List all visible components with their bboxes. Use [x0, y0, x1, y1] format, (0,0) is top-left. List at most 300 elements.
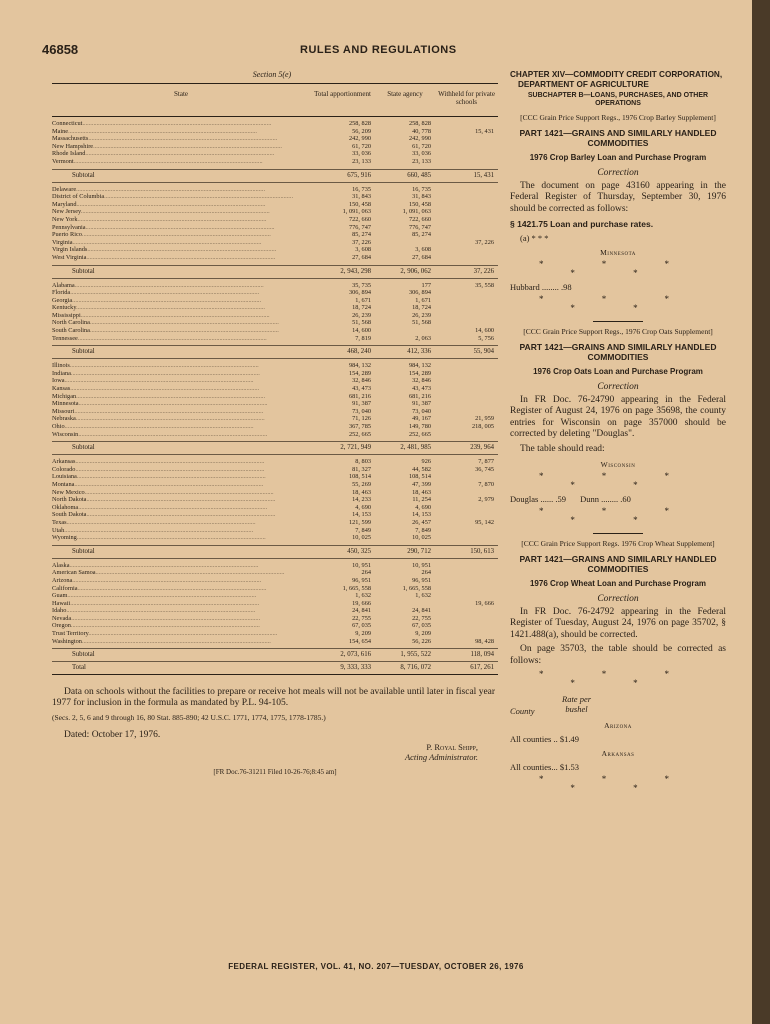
state-cell: [52, 150, 310, 158]
table-row: [52, 481, 498, 489]
page-number: 46858: [42, 42, 79, 57]
private-cell: [435, 297, 498, 305]
state-cell: [52, 377, 310, 385]
leader-dots: ........................................................................................................................: [78, 400, 268, 408]
subtotal-label: Subtotal: [72, 267, 95, 275]
leader-dots: ........................................................................................................................: [87, 246, 277, 254]
private-cell: [435, 319, 498, 327]
total-cell: 9, 209: [355, 630, 371, 638]
total-cell: 31, 843: [352, 193, 371, 201]
total-cell: 242, 990: [348, 135, 371, 143]
agency-cell: 2, 063: [415, 334, 431, 342]
private-cell: [435, 158, 498, 166]
leader-dots: ........................................................................................................................: [70, 289, 260, 297]
agency-cell: 91, 387: [412, 400, 431, 408]
agency-cell: 27, 684: [412, 253, 431, 261]
state-name: South Dakota: [52, 511, 87, 519]
agency-cell: 18, 724: [412, 304, 431, 312]
state-name: Wyoming: [52, 534, 77, 542]
state-cell: [52, 304, 310, 312]
signature-block: [52, 742, 498, 762]
total-cell: 73, 040: [352, 407, 371, 415]
total-private: 617, 261: [470, 664, 494, 672]
total-cell: 14, 233: [352, 496, 371, 504]
state-cell: [52, 393, 310, 401]
left-column: [52, 70, 498, 776]
state-name: New York: [52, 215, 78, 223]
total-cell: 18, 724: [352, 304, 371, 312]
leader-dots: ........................................................................................................................: [80, 311, 270, 319]
state-cell: [52, 408, 310, 416]
total-cell: 22, 755: [352, 614, 371, 622]
wheat-program-title: 1976 Crop Wheat Loan and Purchase Program: [529, 579, 707, 588]
private-cell: 5, 756: [478, 334, 494, 342]
leader-dots: ........................................................................................................................: [77, 215, 267, 223]
state-name: Louisiana: [52, 473, 77, 481]
total-cell: 1, 091, 063: [342, 208, 371, 216]
table-row: [52, 150, 498, 158]
table-row: [52, 254, 498, 262]
state-cell: [52, 297, 310, 305]
state-name: Mississippi: [52, 311, 81, 319]
agency-cell: 26, 457: [412, 518, 431, 526]
table-row: [52, 135, 498, 143]
table-row: [52, 319, 498, 327]
leader-dots: ........................................................................................................................: [70, 369, 260, 377]
private-cell: [435, 511, 498, 519]
state-name: Illinois: [52, 362, 70, 370]
subtotal-agency: 290, 712: [407, 547, 431, 555]
state-name: Maryland: [52, 200, 77, 208]
private-cell: 218, 005: [471, 423, 494, 430]
table-row: [52, 408, 498, 416]
table-row: [52, 458, 498, 466]
wheat-correction: Correction: [597, 593, 639, 604]
state-cell: [52, 158, 310, 166]
leader-dots: ........................................................................................................................: [70, 622, 260, 630]
barley-county: Hubbard: [510, 282, 540, 292]
table-row: [52, 216, 498, 224]
state-cell: [52, 534, 310, 542]
state-name: West Virginia: [52, 253, 87, 261]
signer-name: P. Royal Shipp,: [426, 742, 478, 753]
table-total-row: [52, 662, 498, 675]
state-cell: [52, 254, 310, 262]
table-row: [52, 527, 498, 535]
barley-correction: Correction: [597, 167, 639, 178]
barley-subsection: (a) * * *: [520, 233, 549, 243]
subtotal-label: Subtotal: [72, 348, 95, 356]
table-row: [52, 312, 498, 320]
agency-cell: 26, 239: [412, 311, 431, 319]
state-cell: [52, 208, 310, 216]
subchapter-heading: SUBCHAPTER B—LOANS, PURCHASES, AND OTHER OPERATIONS: [527, 92, 709, 107]
oats-county-1: Douglas: [510, 494, 539, 504]
leader-dots: ........................................................................................................................: [70, 385, 260, 393]
private-cell: 19, 666: [475, 599, 494, 607]
wheat-rate-header: [562, 694, 591, 714]
leader-dots: ........................................................................................................................: [72, 296, 262, 304]
private-cell: [435, 562, 498, 570]
private-cell: [435, 577, 498, 585]
state-name: Hawaii: [52, 599, 71, 607]
state-cell: [52, 216, 310, 224]
private-cell: [435, 622, 498, 630]
private-cell: [435, 143, 498, 151]
subtotal-private: 150, 613: [470, 547, 494, 555]
table-row: [52, 362, 498, 370]
private-cell: [435, 385, 498, 393]
state-cell: [52, 577, 310, 585]
table-row: [52, 592, 498, 600]
state-name: New Hampshire: [52, 142, 94, 150]
oats-correction: Correction: [597, 381, 639, 392]
oats-entry: Douglas ...... .59 Dunn ........ .60: [510, 494, 631, 504]
barley-section-title: Loan and purchase rates.: [550, 219, 654, 229]
table-row: [52, 231, 498, 239]
signer-title: Acting Administrator.: [404, 752, 478, 763]
state-cell: [52, 607, 310, 615]
total-cell: 23, 133: [352, 157, 371, 165]
total-cell: 27, 684: [352, 253, 371, 261]
total-cell: 154, 289: [348, 369, 371, 377]
table-row: [52, 423, 498, 431]
private-cell: [435, 473, 498, 481]
table-group: [52, 186, 498, 279]
barley-text: The document on page 43160 appearing in the Federal Register of Thursday, September 30, 1976 should be corrected as follows:: [510, 180, 726, 214]
state-name: Delaware: [52, 185, 77, 193]
table-row: [52, 246, 498, 254]
wheat-state-1: Arizona: [604, 721, 632, 730]
subtotal-total: 2, 943, 298: [340, 267, 371, 275]
state-cell: [52, 423, 310, 431]
table-row: [52, 473, 498, 481]
state-name: Tennessee: [52, 334, 78, 342]
state-name: Georgia: [52, 296, 73, 304]
agency-cell: 61, 720: [412, 142, 431, 150]
private-cell: [435, 592, 498, 600]
state-cell: [52, 615, 310, 623]
table-row: [52, 120, 498, 128]
state-cell: [52, 585, 310, 593]
table-row: [52, 297, 498, 305]
state-name: Iowa: [52, 377, 65, 385]
private-cell: 7, 870: [478, 480, 494, 488]
leader-dots: ........................................................................................................................: [76, 392, 266, 400]
total-cell: 43, 473: [352, 385, 371, 393]
table-row: [52, 519, 498, 527]
leader-dots: ........................................................................................................................: [89, 319, 279, 327]
total-cell: 7, 849: [355, 526, 371, 534]
table-row: [52, 186, 498, 194]
state-name: Oregon: [52, 622, 71, 630]
state-name: Idaho: [52, 607, 67, 615]
leader-dots: ........................................................................................................................: [93, 142, 282, 150]
table-row: [52, 562, 498, 570]
total-cell: 10, 025: [352, 534, 371, 542]
subtotal-agency: 660, 485: [407, 171, 431, 179]
leader-dots: ........................................................................................................................: [69, 561, 259, 569]
total-cell: 150, 458: [348, 200, 371, 208]
table-row: [52, 201, 498, 209]
state-cell: [52, 335, 310, 343]
state-cell: [52, 289, 310, 297]
private-cell: 7, 877: [478, 458, 494, 466]
state-cell: [52, 143, 310, 151]
total-cell: 81, 327: [352, 465, 371, 473]
state-cell: [52, 120, 310, 128]
leader-dots: ........................................................................................................................: [75, 415, 265, 423]
barley-program-title: 1976 Crop Barley Loan and Purchase Program: [529, 153, 707, 162]
state-cell: [52, 600, 310, 608]
table-group: [52, 362, 498, 455]
private-cell: 14, 600: [475, 327, 494, 335]
agency-cell: 1, 091, 063: [402, 208, 431, 216]
state-name: Guam: [52, 592, 68, 600]
barley-section: [510, 219, 726, 229]
agency-cell: 258, 828: [408, 120, 431, 127]
agency-cell: [375, 239, 435, 247]
table-group: [52, 282, 498, 360]
agency-cell: 51, 568: [412, 319, 431, 327]
state-name: California: [52, 584, 78, 592]
divider-rule: [593, 321, 643, 322]
leader-dots: ........................................................................................................................: [67, 592, 257, 600]
table-row: [52, 385, 498, 393]
barley-stars-2: * * * * *: [539, 294, 697, 313]
private-cell: [435, 362, 498, 370]
state-name: Maine: [52, 127, 69, 135]
private-cell: [435, 534, 498, 542]
total-cell: 37, 226: [352, 238, 371, 246]
page-footer: FEDERAL REGISTER, VOL. 41, NO. 207—TUESDAY, OCTOBER 26, 1976: [228, 962, 524, 971]
agency-cell: 85, 274: [412, 231, 431, 239]
state-name: Indiana: [52, 369, 71, 377]
subtotal-agency: 412, 336: [407, 348, 431, 356]
subtotal-total: 2, 073, 616: [340, 651, 371, 659]
table-row: [52, 224, 498, 232]
leader-dots: ........................................................................................................................: [66, 518, 256, 526]
subtotal-private: 15, 431: [473, 171, 494, 179]
leader-dots: ........................................................................................................................: [75, 465, 265, 473]
total-cell: 306, 894: [348, 289, 371, 297]
table-row: [52, 282, 498, 290]
total-cell: 681, 216: [348, 392, 371, 400]
private-cell: 37, 226: [475, 238, 494, 246]
total-cell: 56, 209: [352, 127, 371, 135]
agency-cell: 32, 846: [412, 377, 431, 385]
state-cell: [52, 362, 310, 370]
leader-dots: ........................................................................................................................: [80, 208, 270, 216]
state-cell: [52, 415, 310, 423]
subtotal-label: Subtotal: [72, 171, 95, 179]
private-cell: [435, 135, 498, 143]
table-row: [52, 158, 498, 166]
leader-dots: ........................................................................................................................: [81, 231, 271, 239]
state-cell: [52, 128, 310, 136]
private-cell: [435, 120, 498, 128]
oats-part-heading: PART 1421—GRAINS AND SIMILARLY HANDLED COMMODITIES: [519, 342, 717, 362]
agency-cell: 23, 133: [412, 157, 431, 165]
subtotal-private: 55, 904: [473, 348, 494, 356]
private-cell: [435, 150, 498, 158]
state-cell: [52, 466, 310, 474]
state-cell: [52, 319, 310, 327]
leader-dots: ........................................................................................................................: [88, 630, 278, 638]
barley-stars-1: * * * * *: [539, 259, 697, 278]
wheat-state-2: Arkansas: [601, 749, 635, 758]
agency-cell: 24, 841: [412, 607, 431, 615]
state-name: Florida: [52, 289, 71, 297]
state-cell: [52, 473, 310, 481]
total-cell: 121, 599: [348, 518, 371, 526]
leader-dots: ........................................................................................................................: [77, 584, 267, 592]
state-name: South Carolina: [52, 327, 90, 335]
oats-county-2: Dunn: [580, 494, 599, 504]
leader-dots: ........................................................................................................................: [76, 185, 266, 193]
agency-cell: 96, 951: [412, 576, 431, 584]
subtotal-total: 2, 721, 949: [340, 444, 371, 452]
oats-rate-1: .59: [555, 494, 566, 504]
state-cell: [52, 511, 310, 519]
table-row: [52, 335, 498, 343]
subtotal-label: Subtotal: [72, 651, 95, 659]
state-cell: [52, 638, 310, 646]
subtotal-private: 37, 226: [473, 267, 494, 275]
state-name: District of Columbia: [52, 193, 105, 201]
state-name: Texas: [52, 518, 67, 526]
agency-cell: 264: [421, 569, 431, 577]
subtotal-agency: 2, 481, 985: [400, 444, 431, 452]
col-total: Total apportionment: [314, 90, 371, 98]
barley-bracket: [CCC Grain Price Support Regs., 1976 Crop Barley Supplement]: [520, 113, 716, 122]
state-cell: [52, 481, 310, 489]
state-name: Kansas: [52, 385, 71, 393]
private-cell: [435, 246, 498, 254]
agency-cell: [375, 600, 435, 608]
private-cell: [435, 569, 498, 577]
agency-cell: 4, 690: [415, 503, 431, 511]
state-name: New Jersey: [52, 208, 81, 216]
state-cell: [52, 312, 310, 320]
state-name: Ohio: [52, 423, 65, 430]
state-cell: [52, 562, 310, 570]
private-cell: 95, 142: [475, 518, 494, 526]
private-cell: [435, 193, 498, 201]
leader-dots: ........................................................................................................................: [85, 150, 275, 158]
total-cell: 1, 632: [355, 592, 371, 600]
private-cell: 15, 431: [475, 127, 494, 135]
table-row: [52, 600, 498, 608]
total-cell: 61, 720: [352, 142, 371, 150]
private-cell: 35, 558: [475, 281, 494, 289]
private-cell: [435, 408, 498, 416]
state-cell: [52, 370, 310, 378]
agency-cell: 9, 209: [415, 630, 431, 638]
state-cell: [52, 496, 310, 504]
total-cell: 154, 654: [348, 637, 371, 645]
subtotal-private: 118, 094: [470, 651, 494, 659]
table-row: [52, 143, 498, 151]
table-row: [52, 585, 498, 593]
state-name: Colorado: [52, 465, 76, 473]
total-cell: 252, 665: [348, 430, 371, 438]
total-cell: 3, 608: [355, 246, 371, 254]
agency-cell: 22, 755: [412, 614, 431, 622]
state-cell: [52, 385, 310, 393]
subtotal-total: 675, 916: [347, 171, 371, 179]
total-cell: 71, 126: [352, 415, 371, 423]
leader-dots: ........................................................................................................................: [89, 327, 279, 335]
total-cell: 10, 951: [352, 561, 371, 569]
subtotal-row: [52, 265, 498, 279]
state-cell: [52, 400, 310, 408]
agency-cell: 154, 289: [408, 369, 431, 377]
state-name: Utah: [52, 526, 65, 534]
leader-dots: ........................................................................................................................: [64, 423, 254, 430]
barley-entry: Hubbard ........ .98: [510, 282, 572, 292]
subtotal-agency: 1, 955, 522: [400, 651, 431, 659]
agency-cell: 43, 473: [412, 385, 431, 393]
table-row: [52, 615, 498, 623]
wheat-entry-2: All counties... $1.53: [510, 762, 579, 772]
leader-dots: ........................................................................................................................: [69, 362, 259, 370]
barley-rate: .98: [561, 282, 572, 292]
private-cell: [435, 400, 498, 408]
total-cell: 1, 671: [355, 296, 371, 304]
section-title: Section 5(e): [252, 70, 292, 79]
agency-cell: 11, 254: [412, 496, 431, 504]
page-edge: [752, 0, 770, 1024]
agency-cell: 1, 632: [415, 592, 431, 600]
leader-dots: ........................................................................................................................: [76, 304, 265, 312]
oats-bracket: [CCC Grain Price Support Regs., 1976 Crop Oats Supplement]: [523, 327, 713, 336]
leader-dots: ........................................................................................................................: [70, 599, 260, 607]
total-cell: 32, 846: [352, 377, 371, 385]
state-cell: [52, 231, 310, 239]
table-row: [52, 289, 498, 297]
table-group: [52, 120, 498, 183]
table-row: [52, 327, 498, 335]
subtotal-total: 468, 240: [347, 348, 371, 356]
private-cell: [435, 431, 498, 439]
table-row: [52, 415, 498, 423]
private-cell: [435, 585, 498, 593]
leader-dots: ........................................................................................................................: [71, 614, 261, 622]
state-name: Arizona: [52, 576, 73, 584]
leader-dots: ........................................................................................................................: [84, 488, 274, 496]
private-cell: [435, 216, 498, 224]
state-cell: [52, 489, 310, 497]
subtotal-row: [52, 345, 498, 359]
state-cell: [52, 135, 310, 143]
table-row: [52, 534, 498, 542]
agency-cell: 44, 582: [412, 465, 431, 473]
table-row: [52, 393, 498, 401]
dated-line: Dated: October 17, 1976.: [64, 730, 161, 741]
table-row: [52, 370, 498, 378]
total-cell: 722, 660: [348, 215, 371, 223]
total-cell: 91, 387: [352, 400, 371, 408]
private-cell: [435, 607, 498, 615]
leader-dots: ........................................................................................................................: [78, 430, 268, 438]
total-cell: 85, 274: [352, 231, 371, 239]
table-row: [52, 466, 498, 474]
table-row: [52, 489, 498, 497]
state-name: Arkansas: [52, 458, 76, 466]
agency-cell: 40, 778: [412, 127, 431, 135]
agency-cell: 31, 843: [412, 193, 431, 201]
